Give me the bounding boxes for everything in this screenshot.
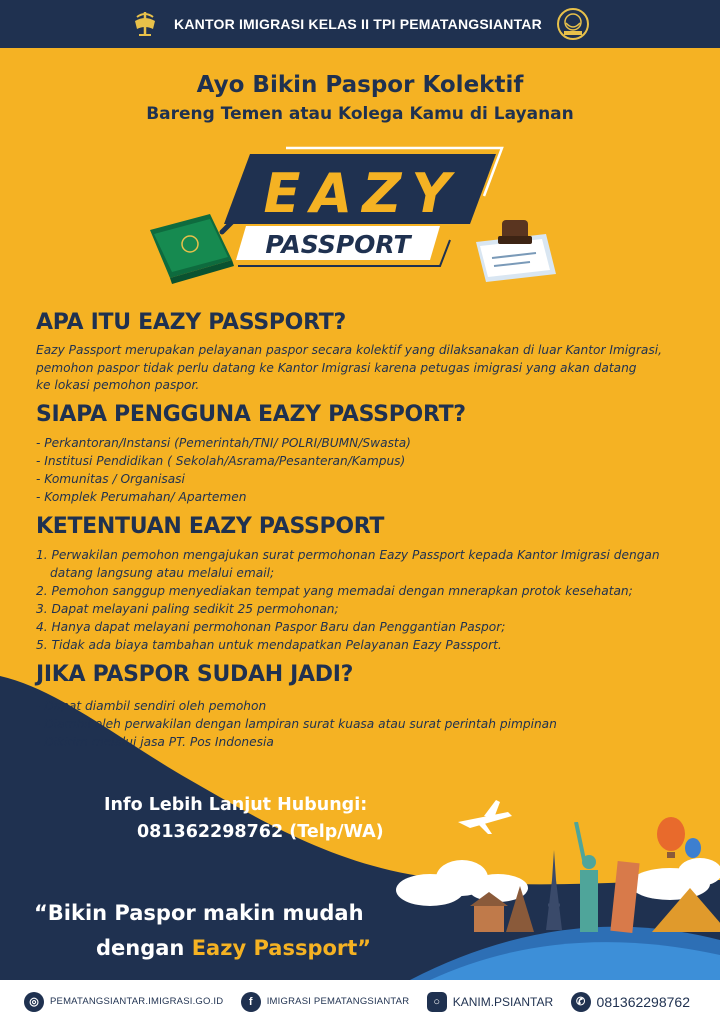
contact-phone: 081362298762 (Telp/WA) bbox=[137, 822, 384, 842]
headline: Ayo Bikin Paspor Kolektif bbox=[196, 72, 524, 98]
footer-website[interactable] bbox=[24, 992, 223, 1012]
list-item: - Dikirim melalui jasa PT. Pos Indonesia bbox=[36, 735, 274, 749]
list-item: 2. Pemohon sanggup menyediakan tempat yang memadai dengan mnerapkan protok kesehatan; bbox=[36, 584, 633, 598]
section-title-ketentuan: KETENTUAN EAZY PASSPORT bbox=[36, 514, 385, 539]
list-item: - Perkantoran/Instansi (Pemerintah/TNI/ POLRI/BUMN/Swasta) bbox=[36, 436, 411, 450]
footer-facebook-label: IMIGRASI PEMATANGSIANTAR bbox=[266, 996, 410, 1007]
globe-icon: ◎ bbox=[24, 992, 44, 1012]
slogan-prefix: dengan bbox=[96, 936, 192, 960]
footer-instagram[interactable] bbox=[427, 992, 553, 1012]
slogan-line-2 bbox=[96, 936, 371, 960]
logo-eazy-text: EAZY bbox=[263, 162, 461, 225]
section-title-jadi: JIKA PASPOR SUDAH JADI? bbox=[36, 662, 354, 687]
hot-air-balloon-icon bbox=[657, 817, 701, 858]
section-title-siapa: SIAPA PENGGUNA EAZY PASSPORT? bbox=[36, 402, 466, 427]
list-item: 3. Dapat melayani paling sedikit 25 permohonan; bbox=[36, 602, 339, 616]
footer-facebook[interactable] bbox=[241, 992, 410, 1012]
section-jadi-list bbox=[36, 697, 706, 751]
list-item: 1. Perwakilan pemohon mengajukan surat permohonan Eazy Passport kepada Kantor Imigrasi dengan datang langsung atau melalui email; bbox=[36, 548, 660, 580]
slogan-accent: Eazy Passport” bbox=[191, 936, 372, 960]
footer-website-label: PEMATANGSIANTAR.IMIGRASI.GO.ID bbox=[50, 996, 224, 1007]
list-item: - Institusi Pendidikan ( Sekolah/Asrama/Pesanteran/Kampus) bbox=[36, 454, 406, 468]
footer-whatsapp-label: 081362298762 bbox=[596, 993, 690, 1010]
header-title: KANTOR IMIGRASI KELAS II TPI PEMATANGSIANTAR bbox=[174, 16, 542, 32]
list-item: - Dapat diambil sendiri oleh pemohon bbox=[36, 699, 267, 713]
instagram-icon: ○ bbox=[427, 992, 447, 1012]
slogan-line-1: “Bikin Paspor makin mudah bbox=[34, 901, 364, 925]
list-item: - Komplek Perumahan/ Apartemen bbox=[36, 490, 247, 504]
airplane-icon bbox=[458, 800, 512, 834]
section-title-apa: APA ITU EAZY PASSPORT? bbox=[36, 310, 346, 335]
facebook-icon: f bbox=[241, 992, 261, 1012]
list-item: 5. Tidak ada biaya tambahan untuk mendapatkan Pelayanan Eazy Passport. bbox=[36, 638, 502, 652]
section-apa-line: Eazy Passport merupakan pelayanan paspor secara kolektif yang dilaksanakan di luar Kantor Imigrasi, bbox=[36, 343, 663, 357]
footer-whatsapp[interactable] bbox=[571, 992, 690, 1012]
subheadline: Bareng Temen atau Kolega Kamu di Layanan bbox=[146, 104, 574, 124]
logo-passport-text: PASSPORT bbox=[265, 230, 411, 259]
section-apa-line: pemohon paspor tidak perlu datang ke Kantor Imigrasi karena petugas imigrasi yang akan datang bbox=[36, 360, 637, 375]
list-item: - Diambil oleh perwakilan dengan lampiran surat kuasa atau surat perintah pimpinan bbox=[36, 717, 557, 731]
footer-bar bbox=[0, 980, 720, 1023]
contact-title: Info Lebih Lanjut Hubungi: bbox=[104, 795, 368, 815]
list-item: - Komunitas / Organisasi bbox=[36, 472, 185, 486]
footer-instagram-label: KANIM.PSIANTAR bbox=[452, 994, 554, 1009]
list-item: 4. Hanya dapat melayani permohonan Paspor Baru dan Penggantian Paspor; bbox=[36, 620, 506, 634]
whatsapp-icon: ✆ bbox=[571, 992, 591, 1012]
section-apa-line: ke lokasi pemohon paspor. bbox=[36, 378, 200, 393]
